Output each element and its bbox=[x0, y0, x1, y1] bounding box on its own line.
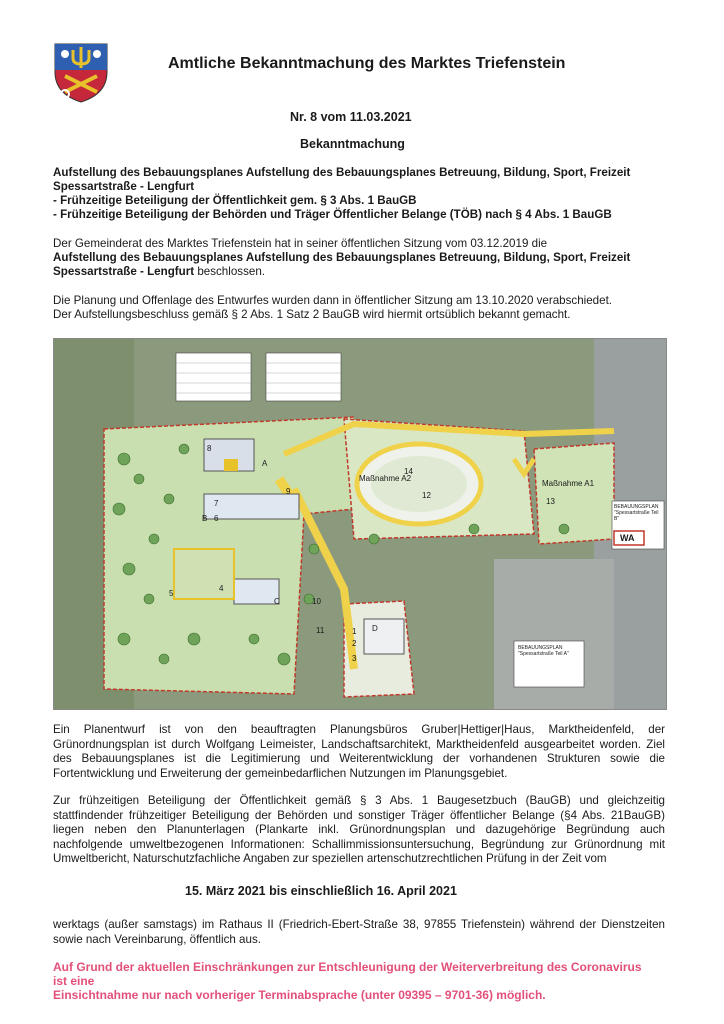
map-marker: D bbox=[372, 624, 378, 633]
approval-block bbox=[53, 294, 612, 322]
notice-number: Nr. 8 vom 11.03.2021 bbox=[290, 110, 412, 124]
approval-line: Der Aufstellungsbeschluss gemäß § 2 Abs. 1 Satz 2 BauGB wird hiermit ortsüblich bekannt gemacht. bbox=[53, 308, 571, 321]
map-label-wa: WA bbox=[620, 533, 635, 543]
map-marker: B bbox=[202, 514, 208, 523]
map-plan-box-a: BEBAUUNGSPLAN "Spessartstraße Teil A" bbox=[518, 645, 569, 657]
site-plan-map bbox=[53, 338, 667, 710]
subject-line: - Frühzeitige Beteiligung der Behörden und Träger Öffentlicher Belange (TÖB) nach § 4 Abs. 1 BauGB bbox=[53, 208, 612, 221]
municipal-crest bbox=[53, 42, 109, 104]
map-marker: A bbox=[262, 459, 268, 468]
approval-line: Die Planung und Offenlage des Entwurfes wurden dann in öffentlicher Sitzung am 13.10.2020 verabschiedet. bbox=[53, 294, 613, 307]
council-line: Aufstellung des Bebauungsplanes Aufstellung des Bebauungsplanes Betreuung, Bildung, Sport, Freizeit bbox=[53, 251, 631, 264]
participation-paragraph: Zur frühzeitigen Beteiligung der Öffentlichkeit gemäß § 3 Abs. 1 Baugesetzbuch (BauGB) und gleichzeitig stattfindender frühzeitiger Beteiligung der Behörden und sonstiger Träger öffentlicher Belange (§4 Abs. 21BauGB) liegen neben den Planunterlagen (Plankarte inkl. Grünordnungsplan und dazugehörige Begründung auch nachfolgende umweltbezogenen Informationen: Schallimmissionsuntersuchung, Begründung zur Grünordnung mit Umweltbericht, Naturschutzfachliche Angaben zur speziellen artenschutzrechtlichen Prüfung in der Zeit vom bbox=[53, 794, 665, 865]
corona-line: ist eine bbox=[53, 974, 95, 988]
subject-block bbox=[53, 166, 630, 222]
display-period: 15. März 2021 bis einschließlich 16. April 2021 bbox=[185, 884, 457, 898]
map-marker: 12 bbox=[422, 491, 431, 500]
council-line: Spessartstraße - Lengfurt beschlossen. bbox=[53, 265, 265, 278]
map-marker: 2 bbox=[352, 639, 357, 648]
map-marker: 7 bbox=[214, 499, 219, 508]
plan-paragraph: Ein Planentwurf ist von den beauftragten Planungsbüros Gruber|Hettiger|Haus, Marktheidenfeld, der Grünordnungsplan ist durch Wolfgang Leimeister, Landschaftsarchitekt, Marktheidenfeld ausgearbeitet worden. Ziel des Bebauungsplanes ist die Legitimierung und Weiterentwicklung der vorhandenen Strukturen sowie die Fortentwicklung und Erweiterung der gemeinbedarflichen Nutzungen im Planungsgebiet. bbox=[53, 723, 665, 780]
map-label-a1: Maßnahme A1 bbox=[542, 479, 595, 488]
map-marker: 9 bbox=[286, 487, 291, 496]
map-marker: 10 bbox=[312, 597, 321, 606]
page-title: Amtliche Bekanntmachung des Marktes Triefenstein bbox=[168, 55, 566, 72]
notice-heading: Bekanntmachung bbox=[300, 137, 405, 151]
map-marker: 5 bbox=[169, 589, 174, 598]
corona-line: Auf Grund der aktuellen Einschränkungen zur Entschleunigung der Weiterverbreitung des Coronavirus bbox=[53, 960, 642, 974]
map-plan-box-b: BEBAUUNGSPLAN "Spessartstraße Teil B" bbox=[614, 504, 659, 522]
location-paragraph: werktags (außer samstags) im Rathaus II (Friedrich-Ebert-Straße 38, 97855 Triefenstein) während der Dienstzeiten sowie nach Vereinbarung, öffentlich aus. bbox=[53, 918, 665, 946]
subject-line: Aufstellung des Bebauungsplanes Aufstellung des Bebauungsplanes Betreuung, Bildung, Sport, Freizeit bbox=[53, 166, 631, 179]
map-marker: 14 bbox=[404, 467, 413, 476]
subject-line: - Frühzeitige Beteiligung der Öffentlichkeit gem. § 3 Abs. 1 BauGB bbox=[53, 194, 417, 207]
subject-line: Spessartstraße - Lengfurt bbox=[53, 180, 195, 193]
map-marker: 13 bbox=[546, 497, 555, 506]
map-marker: 4 bbox=[219, 584, 224, 593]
map-label-a2: Maßnahme A2 bbox=[359, 474, 412, 483]
corona-notice bbox=[53, 960, 642, 1002]
map-marker: 8 bbox=[207, 444, 212, 453]
map-marker: 1 bbox=[352, 627, 357, 636]
map-marker: 11 bbox=[316, 626, 325, 635]
council-decision bbox=[53, 237, 630, 279]
council-line: Der Gemeinderat des Marktes Triefenstein hat in seiner öffentlichen Sitzung vom 03.12.2019 die bbox=[53, 237, 548, 250]
map-marker: 6 bbox=[214, 514, 219, 523]
map-marker: C bbox=[274, 597, 280, 606]
map-marker: 3 bbox=[352, 654, 357, 663]
corona-line: Einsichtnahme nur nach vorheriger Terminabsprache (unter 09395 – 9701-36) möglich. bbox=[53, 988, 546, 1002]
